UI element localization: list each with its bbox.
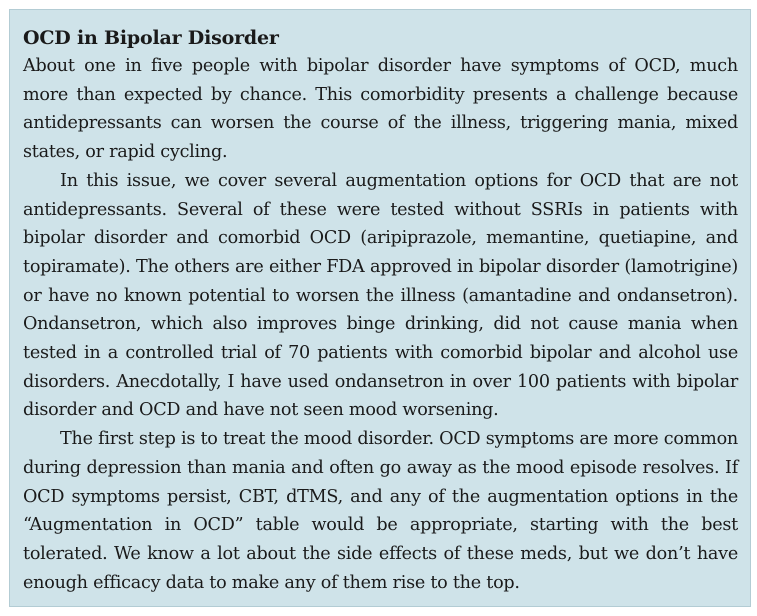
augmentation-paragraph: In this issue, we cover several augmentation options for OCD that are not antidepressants. Several of these were tested without SSRIs in patients with bipolar disorder and comorbid OCD (aripiprazole, memantine, quetiapine, and topiramate). The others are either FDA approved in bipolar disorder (lamotrigine) or have no known potential to worsen the illness (amantadine and ondansetron). Ondansetron, which also improves binge drinking, did not cause mania when tested in a controlled trial of 70 patients with comorbid bipolar and alcohol use disorders. Anecdotally, I have used ondansetron in over 100 patients with bipolar disorder and OCD and have not seen mood worsening. — [23, 170, 738, 421]
sidebar-title: OCD in Bipolar Disorder — [23, 27, 279, 49]
treatment-paragraph: The first step is to treat the mood disorder. OCD symptoms are more common during depression than mania and often go away as the mood episode resolves. If OCD symptoms persist, CBT, dTMS, and any of the augmentation options in the “Augmentation in OCD” table would be appropriate, starting with the best tolerated. We know a lot about the side effects of these meds, but we don’t have enough efficacy data to make any of them rise to the top. — [23, 429, 738, 593]
intro-paragraph: About one in five people with bipolar disorder have symptoms of OCD, much more than expected by chance. This comorbidity presents a challenge because antidepressants can worsen the course of the illness, triggering mania, mixed states, or rapid cycling. — [23, 56, 738, 163]
ocd-bipolar-sidebar — [9, 9, 751, 607]
